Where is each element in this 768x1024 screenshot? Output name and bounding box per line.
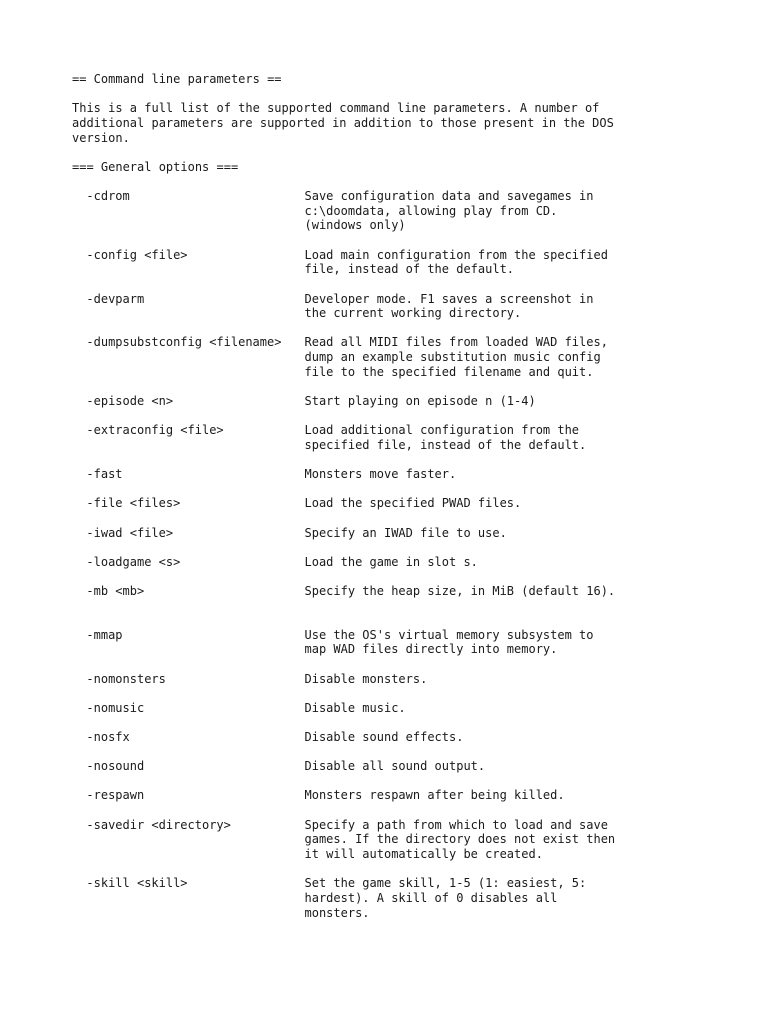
intro-line: additional parameters are supported in addition to those present in the DOS: [72, 115, 614, 130]
option-description: [305, 292, 693, 321]
option-name: -file <files>: [86, 496, 181, 511]
option-name: -loadgame <s>: [86, 554, 181, 569]
option-name: -nosound: [86, 759, 145, 774]
option-name: -skill <skill>: [86, 876, 188, 891]
option-description-line: Disable all sound output.: [304, 759, 486, 774]
option-item: [72, 730, 692, 745]
option-description-line: Disable sound effects.: [304, 729, 464, 744]
option-description: [305, 394, 693, 409]
option-description: [305, 730, 693, 745]
option-item: [72, 335, 692, 379]
option-name: -config <file>: [86, 247, 188, 262]
option-description: [305, 467, 693, 482]
option-description-line: map WAD files directly into memory.: [304, 642, 558, 657]
option-description-line: Load the game in slot s.: [304, 554, 478, 569]
option-description-line: monsters.: [304, 905, 370, 920]
option-description: [305, 628, 693, 657]
option-description-line: c:\doomdata, allowing play from CD.: [304, 203, 558, 218]
option-description: [305, 818, 693, 862]
option-item: [72, 584, 692, 599]
option-description-line: Set the game skill, 1-5 (1: easiest, 5:: [304, 876, 587, 891]
options-list: [72, 189, 692, 920]
option-description-line: Specify the heap size, in MiB (default 16).: [304, 583, 616, 598]
option-name: -mb <mb>: [86, 583, 145, 598]
option-description-line: hardest). A skill of 0 disables all: [304, 890, 558, 905]
option-description-line: Developer mode. F1 saves a screenshot in: [304, 291, 594, 306]
option-name: -cdrom: [86, 189, 130, 204]
option-description: [305, 876, 693, 920]
option-item: [72, 423, 692, 452]
option-item: [72, 701, 692, 716]
option-description-line: Save configuration data and savegames in: [304, 189, 594, 204]
page-heading: == Command line parameters ==: [72, 72, 282, 86]
option-item: [72, 394, 692, 409]
option-description-line: Specify a path from which to load and save: [304, 817, 608, 832]
section-heading: === General options ===: [72, 159, 239, 174]
option-name: -nomusic: [86, 700, 145, 715]
option-description-line: Use the OS's virtual memory subsystem to: [304, 627, 594, 642]
option-description-line: specified file, instead of the default.: [304, 437, 587, 452]
option-description-line: it will automatically be created.: [304, 847, 543, 861]
option-description-line: Monsters respawn after being killed.: [304, 788, 565, 803]
intro-line: This is a full list of the supported command line parameters. A number of: [72, 101, 600, 116]
option-description: [305, 526, 693, 541]
intro-line: version.: [72, 130, 130, 145]
option-description-line: Disable music.: [304, 700, 406, 715]
option-description-line: file, instead of the default.: [304, 262, 515, 277]
option-item: [72, 759, 692, 774]
option-name: -nomonsters: [86, 671, 166, 686]
option-item: [72, 496, 692, 511]
option-name: -extraconfig <file>: [86, 423, 224, 438]
option-name: -devparm: [86, 291, 145, 306]
option-description-line: games. If the directory does not exist then: [304, 832, 616, 847]
option-name: -respawn: [86, 788, 145, 803]
option-name: -episode <n>: [86, 394, 174, 409]
option-description-line: Load main configuration from the specified: [304, 247, 608, 262]
option-description: [305, 759, 693, 774]
option-description-line: Read all MIDI files from loaded WAD files,: [304, 335, 608, 350]
option-description: [305, 423, 693, 452]
option-name: -savedir <directory>: [86, 817, 231, 832]
option-name: -nosfx: [86, 729, 130, 744]
option-name: -dumpsubstconfig <filename>: [86, 335, 282, 350]
option-description-line: Disable monsters.: [304, 671, 428, 686]
option-description-line: Load the specified PWAD files.: [304, 496, 522, 511]
option-description: [305, 788, 693, 803]
option-item: [72, 248, 692, 277]
option-item: [72, 628, 692, 657]
option-item: [72, 292, 692, 321]
option-name: -iwad <file>: [86, 525, 174, 540]
option-description: [305, 335, 693, 379]
option-description: [305, 496, 693, 511]
option-item: [72, 467, 692, 482]
option-item: [72, 818, 692, 862]
option-description: [305, 584, 693, 599]
option-description: [305, 555, 693, 570]
option-description-line: the current working directory.: [304, 306, 522, 321]
option-description-line: Start playing on episode n (1-4): [304, 394, 536, 409]
option-item: [72, 189, 692, 233]
option-description-line: Specify an IWAD file to use.: [304, 525, 507, 540]
option-description-line: (windows only): [304, 218, 406, 233]
option-item: [72, 876, 692, 920]
option-item: [72, 788, 692, 803]
option-item: [72, 526, 692, 541]
option-description-line: Monsters move faster.: [304, 467, 457, 482]
option-description: [305, 248, 693, 277]
option-description: [305, 701, 693, 716]
option-description-line: dump an example substitution music config: [304, 350, 601, 365]
intro-paragraph: [72, 101, 692, 145]
option-description-line: Load additional configuration from the: [304, 423, 580, 438]
option-item: [72, 672, 692, 687]
option-description-line: file to the specified filename and quit.: [304, 364, 594, 379]
document-page: [72, 72, 692, 935]
option-item: [72, 555, 692, 570]
option-name: -mmap: [86, 627, 123, 642]
option-name: -fast: [86, 467, 123, 482]
option-description: [305, 189, 693, 233]
option-description: [305, 672, 693, 687]
